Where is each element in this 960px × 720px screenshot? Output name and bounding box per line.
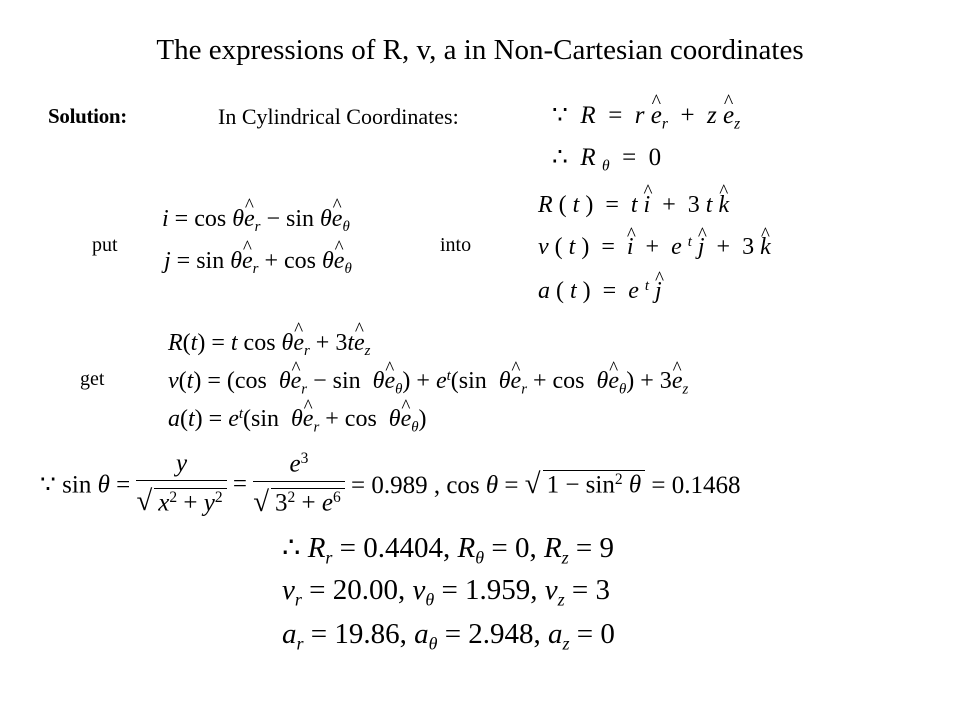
put-label: put bbox=[92, 234, 118, 256]
equation-a-of-t: a ( t ) = e $^t$ ^ j bbox=[538, 278, 662, 305]
v-z-value: 3 bbox=[595, 574, 611, 606]
a-theta-value: 2.948 bbox=[468, 618, 534, 650]
equation-v-result-form: v(t) = (cos θ^ $e_r - \sin$ θ^ $e_\theta) + e^t(\sin$ θ^ $e_r + \cos$ θ^ $e_\theta$) + 3^ $e_z$ bbox=[168, 368, 688, 398]
equation-sin-cos: ∵ sin θ = $\frac{y}{√ x^2 + y^2}$ = $\frac{e^3}{√ 3^2 + e^6}$ = 0.989 , cos θ = √ $1 - \sin^2 \theta = 0.1468$ bbox=[40, 450, 741, 518]
cylindrical-label: In Cylindrical Coordinates: bbox=[218, 104, 459, 129]
r-theta-value: 0 bbox=[514, 532, 530, 564]
equation-r-theta: ∴ R $_\theta$ = 0 bbox=[552, 144, 662, 175]
sin-theta-value: 0.989 bbox=[371, 471, 428, 499]
r-r-value: 0.4404 bbox=[363, 532, 444, 564]
equation-v-components: $v_r = 20.00$, $v_\theta = 1.959$, $v_z = 3$ bbox=[282, 574, 611, 610]
into-label: into bbox=[440, 234, 472, 256]
a-z-value: 0 bbox=[600, 618, 615, 650]
equation-r-cylindrical: ∵ R = r ^ $e_r + z$ ^ $e_z$ bbox=[552, 100, 740, 133]
solution-label: Solution: bbox=[48, 104, 127, 128]
equation-a-result-form: $a(t) = e^t(\sin$ θ^ $e_r + \cos$ θ^ $e_\theta$) bbox=[168, 406, 427, 436]
equation-r-of-t: R ( t ) = t ^ i + 3 t ^ k bbox=[538, 192, 729, 219]
v-r-value: 20.00 bbox=[332, 574, 398, 606]
equation-v-of-t: v ( t ) = ^ i + e $^t$ ^ j + 3 ^ k bbox=[538, 234, 771, 261]
v-theta-value: 1.959 bbox=[465, 574, 531, 606]
cos-theta-value: 0.1468 bbox=[671, 471, 741, 499]
equation-j-definition: j = sin θ^ $e_r + \cos$ θ^ $e_\theta$ bbox=[164, 248, 352, 278]
page-title: The expressions of R, v, a in Non-Cartesian coordinates bbox=[156, 34, 804, 66]
a-r-value: 19.86 bbox=[334, 618, 400, 650]
equation-a-components: $a_r = 19.86$, $a_\theta = 2.948$, $a_z = 0$ bbox=[282, 618, 615, 654]
get-label: get bbox=[80, 368, 105, 390]
r-z-value: 9 bbox=[599, 532, 615, 564]
equation-r-result-form: R(t) = t cos θ^ $e_r$ + 3t^ $e_z$ bbox=[168, 330, 370, 360]
equation-i-definition: i = cos θ^ $e_r - \sin$ θ^ $e_\theta$ bbox=[162, 206, 350, 236]
equation-r-components: ∴ $R_r = 0.4404$, $R_\theta = 0$, $R_z = 9$ bbox=[282, 532, 615, 568]
